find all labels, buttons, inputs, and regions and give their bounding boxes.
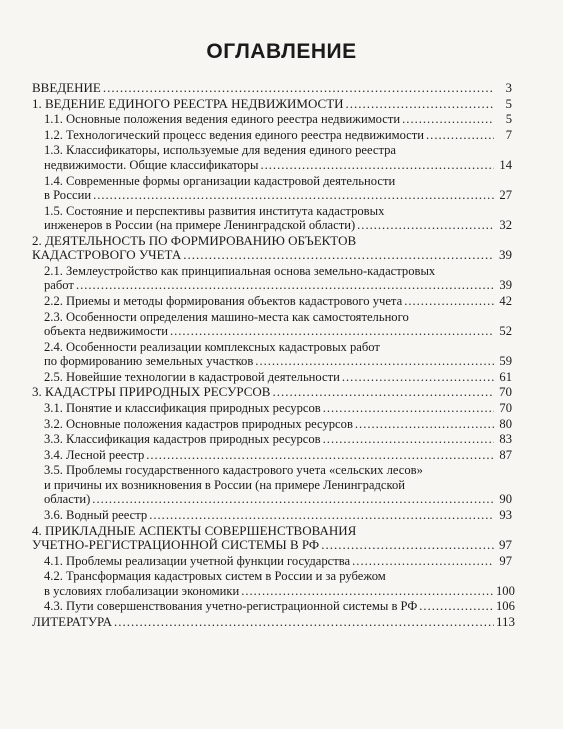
toc-section-entry <box>44 569 515 598</box>
toc-entry-text: и причины их возникновения в России (на примере Ленинградской <box>44 477 405 492</box>
toc-entry-text: в условиях глобализации экономики <box>44 583 240 598</box>
toc-section-entry <box>44 448 512 463</box>
toc-page-number: 97 <box>499 537 512 552</box>
toc-page-number: 93 <box>499 507 512 522</box>
dot-leader <box>323 432 494 447</box>
toc-entry-text: 1.4. Современные формы организации кадастровой деятельности <box>44 173 396 188</box>
dot-leader <box>103 81 494 96</box>
toc-section-entry <box>44 294 512 309</box>
toc-section-entry <box>44 401 512 416</box>
toc-page-number: 70 <box>499 400 512 415</box>
dot-leader <box>426 128 494 143</box>
dot-leader <box>321 538 494 553</box>
toc-entry-text: инженеров в России (на примере Ленинградской области) <box>44 218 356 233</box>
toc-section-entry <box>44 417 512 432</box>
toc-entry-text: 1.5. Состояние и перспективы развития института кадастровых <box>44 203 385 218</box>
toc-entry-text: 1.3. Классификаторы, используемые для ведения единого реестра <box>44 143 397 158</box>
toc-entry-text: ЛИТЕРАТУРА <box>32 613 112 629</box>
toc-page-number: 7 <box>505 127 512 142</box>
dot-leader <box>183 248 494 263</box>
toc-page-number: 27 <box>499 188 512 202</box>
toc-entry-text: 3.5. Проблемы государственного кадастрового учета «сельских лесов» <box>44 463 423 478</box>
toc-entry-text: 1.2. Технологический процесс ведения единого реестра недвижимости <box>44 127 425 142</box>
toc-page-number: 106 <box>496 599 515 614</box>
toc-entry-text: ВВЕДЕНИЕ <box>32 80 101 95</box>
toc-entry-text: 3.4. Лесной реестр <box>44 447 145 462</box>
toc-entry-text: работ <box>44 278 74 293</box>
dot-leader <box>352 554 494 569</box>
dot-leader <box>323 401 494 416</box>
toc-entry-text: объекта недвижимости <box>44 324 168 338</box>
toc-section-entry <box>44 143 512 172</box>
toc-entry-text: УЧЕТНО-РЕГИСТРАЦИОННОЙ СИСТЕМЫ В РФ <box>32 537 320 552</box>
toc-page-number: 113 <box>496 613 516 629</box>
toc-section-entry <box>44 264 512 293</box>
page-title: ОГЛАВЛЕНИЕ <box>206 40 357 63</box>
dot-leader <box>146 448 494 463</box>
toc-entry-text: 3.1. Понятие и классификация природных ресурсов <box>44 400 321 415</box>
dot-leader <box>93 188 494 203</box>
dot-leader <box>92 492 494 507</box>
dot-leader <box>114 615 494 630</box>
toc-page-number: 5 <box>505 112 512 127</box>
toc-entry-text: области) <box>44 492 91 507</box>
toc-entry-text: 4.3. Пути совершенствования учетно-регистрационной системы в РФ <box>44 599 418 614</box>
dot-leader <box>272 385 494 400</box>
dot-leader <box>260 158 494 173</box>
toc-entry-text: 4.1. Проблемы реализации учетной функции государства <box>44 553 351 568</box>
toc-entry-text: 4. ПРИКЛАДНЫЕ АСПЕКТЫ СОВЕРШЕНСТВОВАНИЯ <box>32 522 357 538</box>
toc-entry-text: 2.1. Землеустройство как принципиальная основа земельно-кадастровых <box>44 263 436 278</box>
dot-leader <box>355 417 494 432</box>
toc-entry-text: 2.4. Особенности реализации комплексных кадастровых работ <box>44 339 380 354</box>
toc-entry-text: 2.5. Новейшие технологии в кадастровой деятельности <box>44 369 340 384</box>
toc-section-entry <box>44 112 512 127</box>
toc-entry-text: 1. ВЕДЕНИЕ ЕДИНОГО РЕЕСТРА НЕДВИЖИМОСТИ <box>32 95 344 111</box>
toc-page-number: 14 <box>499 157 512 172</box>
toc-page-number: 70 <box>499 384 512 400</box>
toc-entry-text: 2.2. Приемы и методы формирования объектов кадастрового учета <box>44 293 403 308</box>
toc-entry-text: 4.2. Трансформация кадастровых систем в России и за рубежом <box>44 569 386 584</box>
toc-page-number: 39 <box>499 278 512 293</box>
toc-entry-text: 2. ДЕЯТЕЛЬНОСТЬ ПО ФОРМИРОВАНИЮ ОБЪЕКТОВ <box>32 232 357 248</box>
toc-section-entry <box>44 508 512 523</box>
toc-section-entry <box>44 554 512 569</box>
toc-page-number: 80 <box>499 416 512 431</box>
toc-section-entry <box>44 463 512 507</box>
toc-section-entry <box>44 310 512 339</box>
dot-leader <box>346 97 494 112</box>
toc-entry-text: КАДАСТРОВОГО УЧЕТА <box>32 247 182 263</box>
dot-leader <box>419 599 494 614</box>
toc-entry-text: 1.1. Основные положения ведения единого реестра недвижимости <box>44 112 401 127</box>
toc-page-number: 52 <box>499 324 512 338</box>
toc-entry-text: 3.6. Водный реестр <box>44 507 148 522</box>
toc-entry-text: 2.3. Особенности определения машино-места как самостоятельного <box>44 309 409 324</box>
toc-page-number: 61 <box>499 369 512 384</box>
toc-entry-text: по формированию земельных участков <box>44 354 254 369</box>
toc-chapter-entry <box>32 234 512 263</box>
toc-section-entry <box>44 128 512 143</box>
toc-page-number: 59 <box>499 354 512 369</box>
toc-section-entry <box>44 340 512 369</box>
toc-section-entry <box>44 174 512 203</box>
toc-chapter-entry <box>32 81 512 96</box>
toc-page-number: 39 <box>499 247 512 263</box>
toc-page-number: 87 <box>499 447 512 462</box>
toc-chapter-entry <box>32 385 512 400</box>
toc-section-entry <box>44 204 512 233</box>
toc-page-number: 97 <box>499 553 512 568</box>
dot-leader <box>402 112 494 127</box>
toc-entry-text: в России <box>44 188 92 202</box>
toc-chapter-entry <box>32 524 512 553</box>
dot-leader <box>170 324 494 339</box>
toc-section-entry <box>44 432 512 447</box>
toc-entry-text: недвижимости. Общие классификаторы <box>44 157 259 172</box>
dot-leader <box>404 294 494 309</box>
dot-leader <box>342 370 494 385</box>
toc-page-number: 5 <box>505 95 512 111</box>
toc-page-number: 83 <box>499 432 512 447</box>
dot-leader <box>357 218 494 233</box>
toc-page-number: 3 <box>505 80 512 95</box>
toc-chapter-entry <box>32 613 516 630</box>
toc-section-entry <box>44 370 512 385</box>
dot-leader <box>241 584 494 599</box>
toc-entry-text: 3. КАДАСТРЫ ПРИРОДНЫХ РЕСУРСОВ <box>32 384 271 400</box>
toc-chapter-entry <box>32 97 512 112</box>
dot-leader <box>76 278 494 293</box>
dot-leader <box>149 508 494 523</box>
toc-entry-text: 3.3. Классификация кадастров природных ресурсов <box>44 432 321 447</box>
toc-page-number: 90 <box>499 492 512 507</box>
toc-page-number: 100 <box>496 583 515 598</box>
toc-section-entry <box>44 599 515 614</box>
toc-page-number: 32 <box>499 218 512 233</box>
toc-entry-text: 3.2. Основные положения кадастров природных ресурсов <box>44 416 353 431</box>
dot-leader <box>255 354 494 369</box>
toc-page-number: 42 <box>499 293 512 308</box>
